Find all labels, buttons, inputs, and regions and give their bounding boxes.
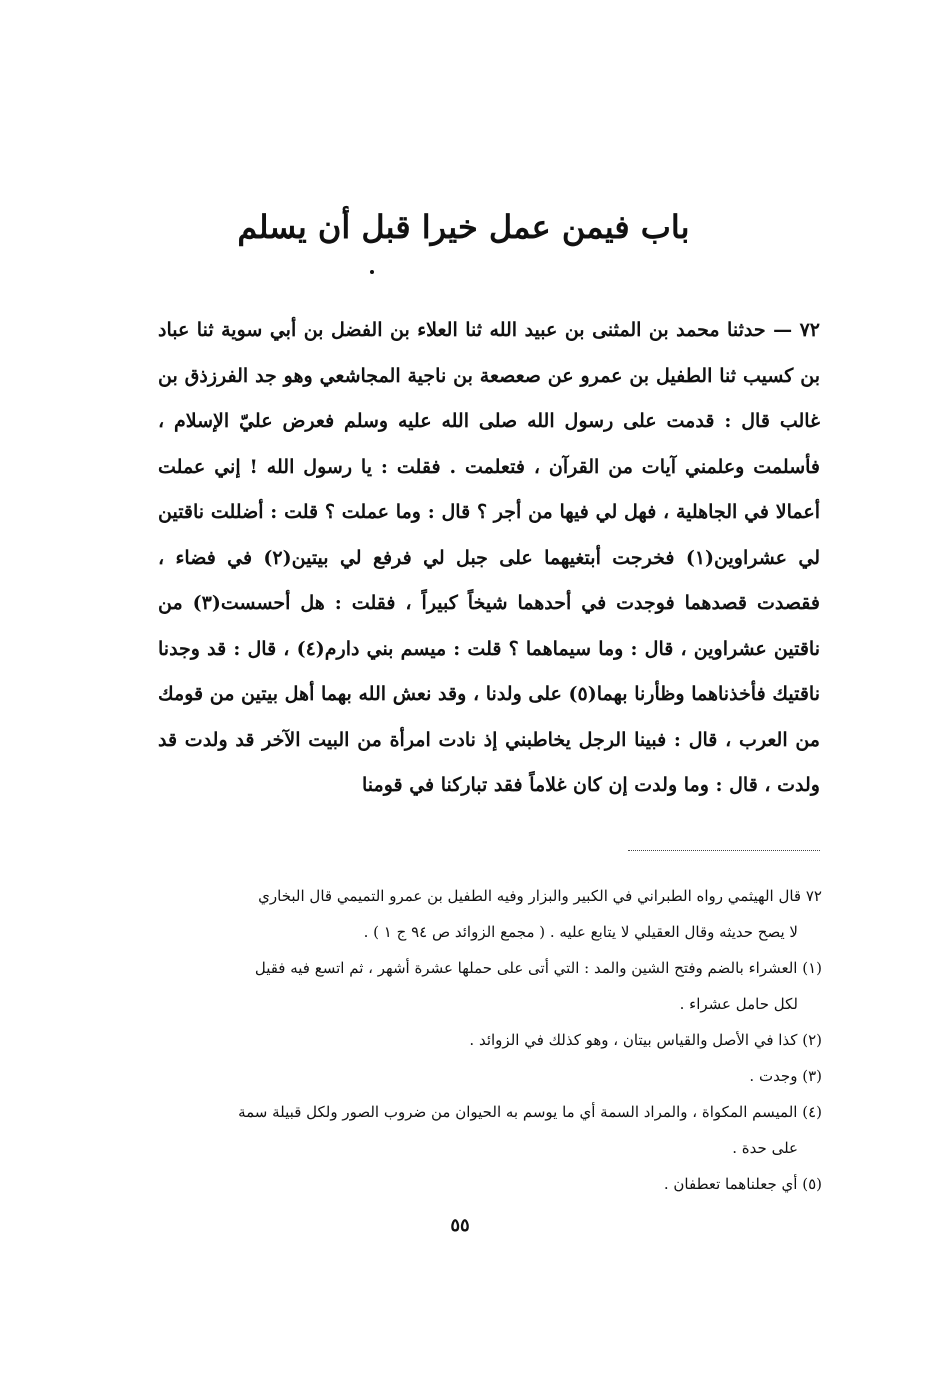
footnote-1-line-2: لكل حامل عشراء . xyxy=(679,995,798,1013)
chapter-heading: باب فيمن عمل خيرا قبل أن يسلم xyxy=(237,208,690,246)
page-number: ٥٥ xyxy=(450,1215,470,1236)
footnote-4-line-1: (٤) الميسم المكواة ، والمراد السمة أي ما يوسم به الحيوان من ضروب الصور ولكل قبيلة سمة xyxy=(238,1103,822,1121)
hadith-text: ٧٢ — حدثنا محمد بن المثنى بن عبيد الله ثنا العلاء بن الفضل بن أبي سوية ثنا عباد بن كسيب ثنا الطفيل بن عمرو عن صعصعة بن ناجية المجاشعي وهو جد الفرزذق بن غالب قال : قدمت على رسول الله صلى الله عليه وسلم فعرض عليّ الإسلام ، فأسلمت وعلمني آيات من القرآن ، فتعلمت . فقلت : يا رسول الله ! إني عملت أعمالا في الجاهلية ، فهل لي فيها من أجر ؟ قال : وما عملت ؟ قلت : أضللت ناقتين لي عشراوين(١) فخرجت أبتغيهما على جبل لي فرفع لي بيتين(٢) في فضاء ، فقصدت قصدهما فوجدت في أحدهما شيخاً كبيراً ، فقلت : هل أحسست(٣) من ناقتين عشراوين ، قال : وما سيماهما ؟ قلت : ميسم بني دارم(٤) ، قال : قد وجدنا ناقتيك فأخذناهما وظأرنا بهما(٥) على ولدنا ، وقد نعش الله بهما أهل بيتين من قومك من العرب ، قال : فبينا الرجل يخاطبني إذ نادت امرأة من البيت الآخر قد ولدت قد ولدت ، قال : وما ولدت إن كان غلاماً فقد تباركنا في قومنا xyxy=(158,319,821,796)
footnote-5: (٥) أي جعلناهما تعطفان . xyxy=(663,1175,822,1193)
footnote-3: (٣) وجدت . xyxy=(749,1067,822,1085)
footnote-divider xyxy=(628,850,820,851)
footnote-1-line-1: (١) العشراء بالضم وفتح الشين والمد : التي أتى على حملها عشرة أشهر ، ثم اتسع فيه فقيل xyxy=(254,959,822,977)
heading-ornament-dot xyxy=(370,270,374,274)
footnote-72-line-1: ٧٢ قال الهيثمي رواه الطبراني في الكبير والبزار وفيه الطفيل بن عمرو التميمي قال البخاري xyxy=(258,887,822,905)
footnote-4-line-2: على حدة . xyxy=(732,1139,798,1157)
footnote-2: (٢) كذا في الأصل والقياس بيتان ، وهو كذلك في الزوائد . xyxy=(469,1031,822,1049)
footnote-72-line-2: لا يصح حديثه وقال العقيلي لا يتابع عليه . ( مجمع الزوائد ص ٩٤ ج ١ ) . xyxy=(363,923,798,941)
footnotes xyxy=(150,878,822,1202)
